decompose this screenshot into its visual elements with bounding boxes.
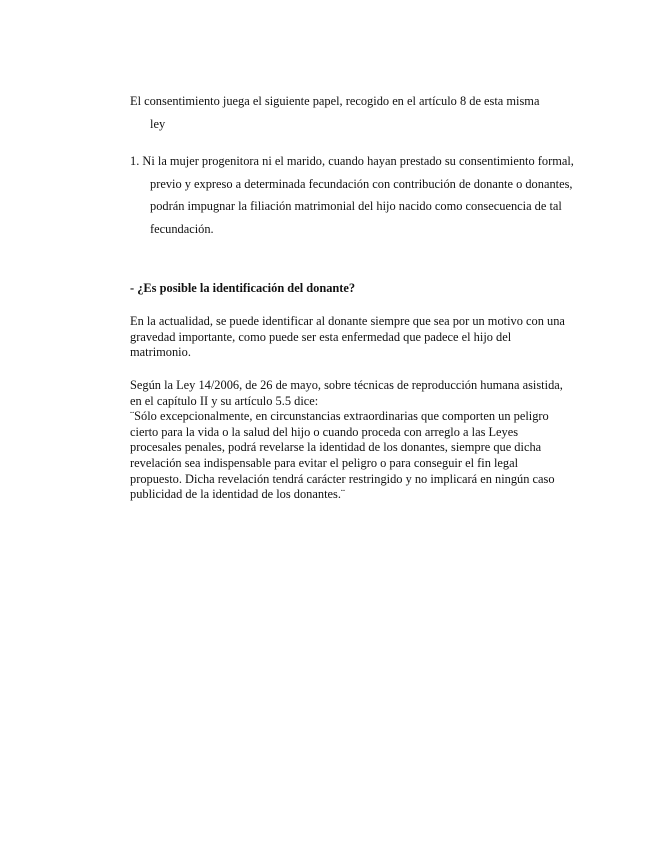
- law-reference-intro: Según la Ley 14/2006, de 26 de mayo, sobre técnicas de reproducción humana asistida, en el capítulo II y su artículo 5.5 dice:: [130, 378, 563, 408]
- donor-identification-paragraph: En la actualidad, se puede identificar al donante siempre que sea por un motivo con una gravedad importante, como puede ser esta enfermedad que padece el hijo del matrimonio.: [130, 314, 565, 360]
- law-reference-paragraph: [130, 378, 570, 503]
- intro-line-continuation: ley: [150, 117, 166, 131]
- law-article-quote: ¨Sólo excepcionalmente, en circunstancias extraordinarias que comporten un peligro cierto para la vida o la salud del hijo o cuando proceda con arreglo a las Leyes procesales penales, podrá revelarse la identidad de los donantes, siempre que dicha revelación sea indispensable para evitar el peligro o para conseguir el fin legal propuesto. Dicha revelación tendrá carácter restringido y no implicará en ningún caso publicidad de la identidad de los donantes.¨: [130, 409, 555, 502]
- intro-paragraph: [130, 90, 570, 136]
- section-heading: - ¿Es posible la identificación del donante?: [130, 281, 356, 295]
- intro-line: El consentimiento juega el siguiente papel, recogido en el artículo 8 de esta misma: [130, 94, 540, 108]
- article-8-quote: 1. Ni la mujer progenitora ni el marido, cuando hayan prestado su consentimiento formal, previo y expreso a determinada fecundación con contribución de donante o donantes, podrán impugnar la filiación matrimonial del hijo nacido como consecuencia de tal fecundación.: [130, 154, 574, 236]
